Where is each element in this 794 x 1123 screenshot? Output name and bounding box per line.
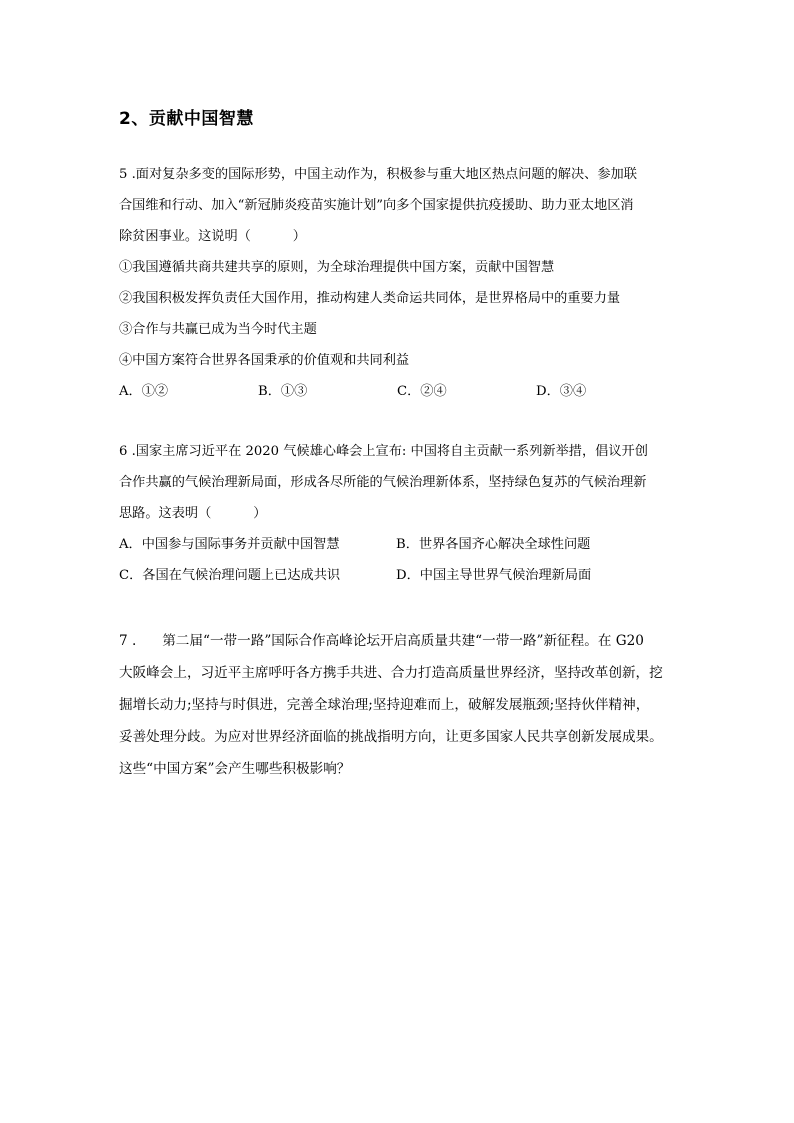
question-5-option-b[interactable]: B．①③ <box>258 384 308 399</box>
question-6-options-row-1 <box>119 529 687 560</box>
question-5-statement-3: ③合作与共赢已成为当今时代主题 <box>119 322 317 337</box>
question-5-statement-2: ②我国积极发挥负责任大国作用，推动构建人类命运共同体，是世界格局中的重要力量 <box>119 291 621 306</box>
question-5 <box>119 159 687 407</box>
question-6 <box>119 436 687 591</box>
question-7-line-2: 大阪峰会上，习近平主席呼吁各方携手共进、合力打造高质量世界经济，坚持改革创新，挖 <box>119 665 663 681</box>
question-7 <box>119 625 687 785</box>
question-5-statement-4: ④中国方案符合世界各国秉承的价值观和共同利益 <box>119 353 410 368</box>
question-5-stem-line-3: 除贫困事业。这说明（ ） <box>119 229 306 244</box>
question-5-statement-1: ①我国遵循共商共建共享的原则，为全球治理提供中国方案，贡献中国智慧 <box>119 260 555 275</box>
section-title: 2、贡献中国智慧 <box>119 109 254 129</box>
question-6-options-row-2 <box>119 560 687 591</box>
question-5-option-a[interactable]: A．①② <box>119 384 169 399</box>
question-6-option-b[interactable]: B．世界各国齐心解决全球性问题 <box>396 537 591 552</box>
question-5-options <box>119 376 687 407</box>
question-6-option-a[interactable]: A．中国参与国际事务并贡献中国智慧 <box>119 537 340 552</box>
question-6-stem-line-3: 思路。这表明（ ） <box>119 506 267 521</box>
question-6-option-c[interactable]: C．各国在气候治理问题上已达成共识 <box>119 568 341 583</box>
question-6-option-d[interactable]: D．中国主导世界气候治理新局面 <box>396 568 592 583</box>
question-6-stem-line-1: 6 .国家主席习近平在 2020 气候雄心峰会上宣布: 中国将自主贡献一系列新举措，倡议开创 <box>119 444 648 459</box>
question-5-option-c[interactable]: C．②④ <box>397 384 447 399</box>
question-7-line-5: 这些“中国方案”会产生哪些积极影响？ <box>119 761 351 777</box>
question-5-stem-line-1: 5 .面对复杂多变的国际形势，中国主动作为，积极参与重大地区热点问题的解决、参加联 <box>119 167 637 182</box>
question-7-line-1: 7 . 第二届“一带一路”国际合作高峰论坛开启高质量共建“一带一路”新征程。在 G20 <box>119 633 644 649</box>
question-6-stem-line-2: 合作共赢的气候治理新局面，形成各尽所能的气候治理新体系，坚持绿色复苏的气候治理新 <box>119 475 647 490</box>
question-7-line-3: 掘增长动力;坚持与时俱进，完善全球治理;坚持迎难而上，破解发展瓶颈;坚持伙伴精神， <box>119 697 650 713</box>
question-5-option-d[interactable]: D．③④ <box>536 384 587 399</box>
question-7-line-4: 妥善处理分歧。为应对世界经济面临的挑战指明方向，让更多国家人民共享创新发展成果。 <box>119 729 663 745</box>
question-5-stem-line-2: 合国维和行动、加入“新冠肺炎疫苗实施计划”向多个国家提供抗疫援助、助力亚太地区消 <box>119 198 634 213</box>
